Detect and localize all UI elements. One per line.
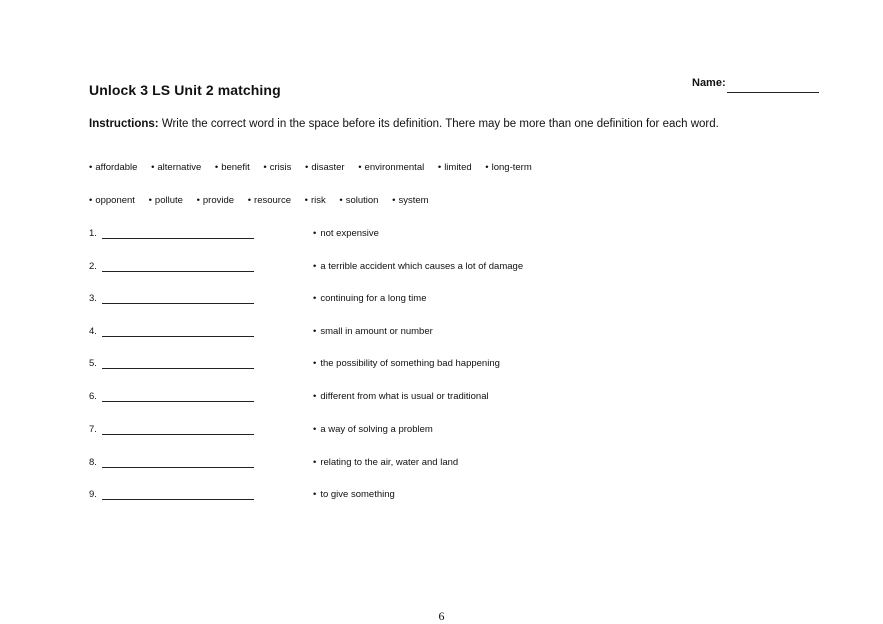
name-label: Name: (692, 77, 726, 89)
answer-blank[interactable] (102, 303, 254, 304)
item-number: 3. (89, 293, 97, 304)
word-bank-word: • opponent (89, 195, 135, 206)
worksheet-title: Unlock 3 LS Unit 2 matching (89, 82, 281, 98)
item-definition: • a way of solving a problem (313, 424, 433, 435)
instructions (89, 118, 809, 130)
item-definition: • the possibility of something bad happening (313, 358, 500, 369)
word-bank-row-2 (89, 195, 440, 206)
item-number: 6. (89, 391, 97, 402)
word-bank-word: • limited (438, 162, 472, 173)
answer-blank[interactable] (102, 368, 254, 369)
word-bank-word: • environmental (358, 162, 424, 173)
matching-item (89, 261, 789, 275)
item-definition: • relating to the air, water and land (313, 457, 458, 468)
answer-blank[interactable] (102, 467, 254, 468)
word-bank-word: • alternative (151, 162, 201, 173)
matching-item (89, 457, 789, 471)
word-bank-word: • pollute (149, 195, 183, 206)
word-bank-word: • resource (248, 195, 291, 206)
answer-blank[interactable] (102, 271, 254, 272)
word-bank-word: • benefit (215, 162, 250, 173)
answer-blank[interactable] (102, 401, 254, 402)
word-bank-row-1 (89, 162, 543, 173)
instructions-text: Write the correct word in the space before its definition. There may be more than one definition for each word. (158, 118, 719, 130)
item-number: 8. (89, 457, 97, 468)
item-definition: • small in amount or number (313, 326, 433, 337)
item-definition: • not expensive (313, 228, 379, 239)
instructions-label: Instructions: (89, 118, 159, 130)
answer-blank[interactable] (102, 336, 254, 337)
matching-item (89, 424, 789, 438)
word-bank-word: • risk (305, 195, 326, 206)
item-number: 4. (89, 326, 97, 337)
word-bank-word: • solution (339, 195, 378, 206)
item-number: 5. (89, 358, 97, 369)
item-number: 1. (89, 228, 97, 239)
answer-blank[interactable] (102, 499, 254, 500)
answer-blank[interactable] (102, 434, 254, 435)
item-definition: • continuing for a long time (313, 293, 426, 304)
name-blank-line (727, 92, 819, 93)
matching-item (89, 326, 789, 340)
item-definition: • to give something (313, 489, 395, 500)
page-number: 6 (438, 609, 445, 623)
item-number: 7. (89, 424, 97, 435)
word-bank-word: • crisis (263, 162, 291, 173)
word-bank-word: • disaster (305, 162, 345, 173)
item-number: 2. (89, 261, 97, 272)
item-definition: • different from what is usual or traditional (313, 391, 489, 402)
item-definition: • a terrible accident which causes a lot of damage (313, 261, 523, 272)
item-number: 9. (89, 489, 97, 500)
word-bank-word: • provide (197, 195, 235, 206)
matching-item (89, 489, 789, 503)
word-bank-word: • affordable (89, 162, 137, 173)
matching-item (89, 391, 789, 405)
matching-item (89, 293, 789, 307)
matching-item (89, 358, 789, 372)
word-bank-word: • system (392, 195, 428, 206)
name-field (692, 76, 822, 96)
answer-blank[interactable] (102, 238, 254, 239)
word-bank-word: • long-term (485, 162, 531, 173)
matching-item (89, 228, 789, 242)
